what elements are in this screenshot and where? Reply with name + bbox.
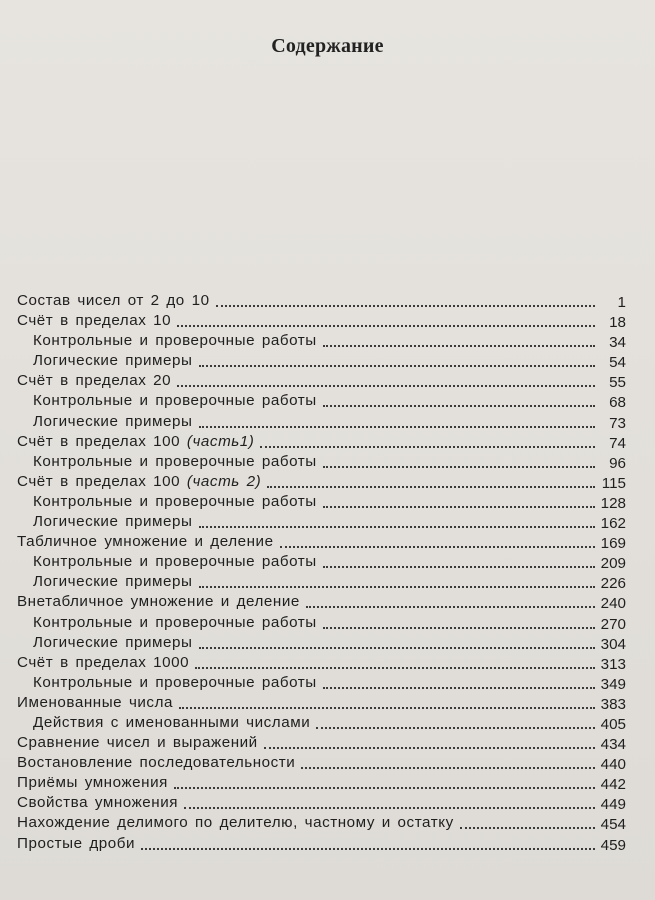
toc-entry-title-text: Именованные числа [17, 693, 173, 711]
toc-leader-dots [323, 684, 595, 689]
toc-entry-title-text: Счёт в пределах 100 [17, 432, 181, 450]
toc-leader-dots [280, 543, 595, 548]
toc-entry [0, 391, 655, 411]
toc-page-number: 405 [600, 715, 626, 733]
toc-entry-title-text: Контрольные и проверочные работы [33, 673, 317, 691]
toc-entry [0, 432, 655, 452]
toc-page-number: 226 [600, 575, 626, 593]
toc-entry [0, 331, 655, 351]
toc-entry-title-text: Свойства умножения [17, 794, 179, 812]
toc-entry [0, 613, 655, 633]
toc-entry-title [17, 432, 254, 452]
toc-entry [0, 512, 655, 532]
toc-entry-title [33, 412, 193, 432]
toc-leader-dots [323, 342, 595, 347]
toc-entry-title-text: Внетабличное умножение и деление [17, 593, 300, 611]
toc-entry-title-text: Логические примеры [33, 633, 193, 651]
toc-entry-title-text: Действия с именованными числами [33, 713, 311, 731]
toc-entry-title [17, 793, 178, 813]
toc-entry-title-text: Простые дроби [17, 834, 136, 852]
toc-entry-title-text: Контрольные и проверочные работы [33, 392, 317, 410]
toc-entry [0, 371, 655, 391]
toc-entry-title-text: Логические примеры [33, 412, 193, 430]
toc-entry-title-text: Нахождение делимого по делителю, частному и остатку [17, 814, 454, 832]
toc-leader-dots [460, 824, 595, 829]
toc-entry-title-text: Логические примеры [33, 573, 193, 591]
toc-entry [0, 532, 655, 552]
toc-entry-title [33, 613, 317, 633]
toc-entry-title [33, 452, 317, 472]
toc-entry-title [17, 371, 171, 391]
toc-entry-title [33, 552, 317, 572]
toc-entry-title-text: Счёт в пределах 10 [17, 312, 172, 330]
toc-leader-dots [179, 704, 595, 709]
toc-entry-title-part: (часть1) [186, 432, 255, 450]
toc-entry [0, 653, 655, 673]
toc-entry-title-text: Счёт в пределах 100 [17, 472, 181, 490]
toc-entry-title [33, 713, 310, 733]
toc-entry [0, 351, 655, 371]
toc-entry-title [17, 472, 261, 492]
toc-entry [0, 592, 655, 612]
toc-entry [0, 713, 655, 733]
toc-page-number: 34 [609, 334, 626, 352]
toc-entry-title-text: Логические примеры [33, 513, 193, 531]
toc-leader-dots [141, 845, 595, 850]
toc-entry-title [17, 693, 173, 713]
toc-entry-title-text: Контрольные и проверочные работы [33, 492, 317, 510]
toc-page-number: 434 [600, 736, 626, 754]
toc-entry-title-text: Приёмы умножения [17, 774, 168, 792]
toc-entry-title-text: Контрольные и проверочные работы [33, 452, 317, 470]
toc-entry-title [17, 813, 454, 833]
toc-page-number: 449 [600, 796, 626, 814]
toc-leader-dots [301, 764, 595, 769]
toc-entry-title [33, 492, 317, 512]
toc-entry [0, 793, 655, 813]
toc-page-number: 55 [609, 374, 626, 392]
toc-leader-dots [199, 362, 595, 367]
toc-entry-title [17, 753, 295, 773]
toc-entry-title-text: Сравнение чисел и выражений [17, 734, 258, 752]
toc-entry [0, 311, 655, 331]
toc-entry-title-text: Счёт в пределах 20 [17, 372, 172, 390]
toc-page-number: 440 [600, 756, 626, 774]
toc-entry-title [17, 733, 258, 753]
toc-leader-dots [177, 322, 595, 327]
toc-entry-title-part: (часть 2) [186, 472, 262, 490]
toc-page-number: 162 [600, 515, 626, 533]
toc-leader-dots [216, 302, 595, 307]
toc-page-number: 18 [609, 314, 626, 332]
toc-entry [0, 492, 655, 512]
toc-entry-title [17, 291, 210, 311]
toc-page-number: 459 [600, 836, 626, 854]
toc-leader-dots [177, 382, 595, 387]
table-of-contents [0, 291, 655, 854]
toc-page-number: 68 [609, 394, 626, 412]
toc-leader-dots [267, 483, 595, 488]
toc-leader-dots [199, 644, 595, 649]
toc-entry [0, 552, 655, 572]
toc-entry-title [17, 592, 300, 612]
toc-entry [0, 673, 655, 693]
toc-entry [0, 753, 655, 773]
toc-entry [0, 633, 655, 653]
toc-page-number: 1 [617, 294, 626, 311]
toc-entry-title [33, 331, 317, 351]
toc-leader-dots [316, 724, 595, 729]
toc-entry-title [33, 633, 193, 653]
toc-entry [0, 472, 655, 492]
toc-entry-title [33, 351, 193, 371]
toc-page-number: 454 [600, 816, 626, 834]
toc-entry [0, 412, 655, 432]
toc-entry-title-text: Контрольные и проверочные работы [33, 332, 317, 350]
toc-entry-title-text: Востановление последовательности [17, 754, 296, 772]
toc-page-number: 169 [600, 535, 626, 553]
toc-entry [0, 773, 655, 793]
toc-page-number: 383 [600, 695, 626, 713]
toc-leader-dots [323, 563, 595, 568]
toc-leader-dots [323, 624, 595, 629]
toc-page-number: 115 [601, 474, 626, 492]
toc-leader-dots [199, 423, 595, 428]
toc-entry-title [17, 532, 274, 552]
toc-page-number: 304 [600, 635, 626, 653]
toc-leader-dots [184, 804, 595, 809]
toc-entry-title [33, 391, 317, 411]
toc-page-number: 349 [600, 675, 626, 693]
toc-leader-dots [323, 503, 595, 508]
toc-leader-dots [195, 664, 595, 669]
toc-entry-title-text: Контрольные и проверочные работы [33, 613, 317, 631]
toc-leader-dots [260, 443, 595, 448]
toc-page-number: 74 [609, 434, 626, 452]
toc-entry [0, 291, 655, 311]
toc-entry [0, 733, 655, 753]
toc-entry-title [17, 653, 189, 673]
toc-leader-dots [199, 583, 595, 588]
toc-entry-title [17, 311, 171, 331]
toc-leader-dots [323, 463, 595, 468]
toc-entry-title [17, 773, 168, 793]
toc-entry-title-text: Табличное умножение и деление [17, 533, 274, 551]
toc-entry-title [17, 834, 135, 854]
toc-entry-title [33, 512, 193, 532]
toc-leader-dots [199, 523, 595, 528]
toc-leader-dots [323, 402, 595, 407]
toc-entry [0, 693, 655, 713]
toc-leader-dots [174, 784, 595, 789]
toc-entry-title-text: Логические примеры [33, 352, 193, 370]
toc-leader-dots [264, 744, 595, 749]
toc-page-number: 96 [609, 454, 626, 472]
toc-page-number: 442 [600, 776, 626, 794]
toc-page-number: 240 [600, 595, 626, 613]
toc-page-number: 270 [600, 615, 626, 633]
toc-page-number: 209 [600, 555, 626, 573]
toc-entry [0, 834, 655, 854]
toc-page-number: 73 [609, 414, 626, 432]
toc-entry [0, 452, 655, 472]
page-title: Содержание [271, 35, 384, 57]
toc-leader-dots [306, 603, 595, 608]
toc-page-number: 128 [600, 494, 626, 512]
toc-entry-title-text: Счёт в пределах 1000 [17, 653, 190, 671]
toc-entry [0, 813, 655, 833]
toc-entry [0, 572, 655, 592]
toc-entry-title-text: Состав чисел от 2 до 10 [17, 292, 210, 309]
toc-page-number: 313 [600, 655, 626, 673]
toc-entry-title [33, 673, 317, 693]
toc-entry-title [33, 572, 193, 592]
toc-entry-title-text: Контрольные и проверочные работы [33, 553, 317, 571]
toc-page-number: 54 [609, 354, 626, 372]
